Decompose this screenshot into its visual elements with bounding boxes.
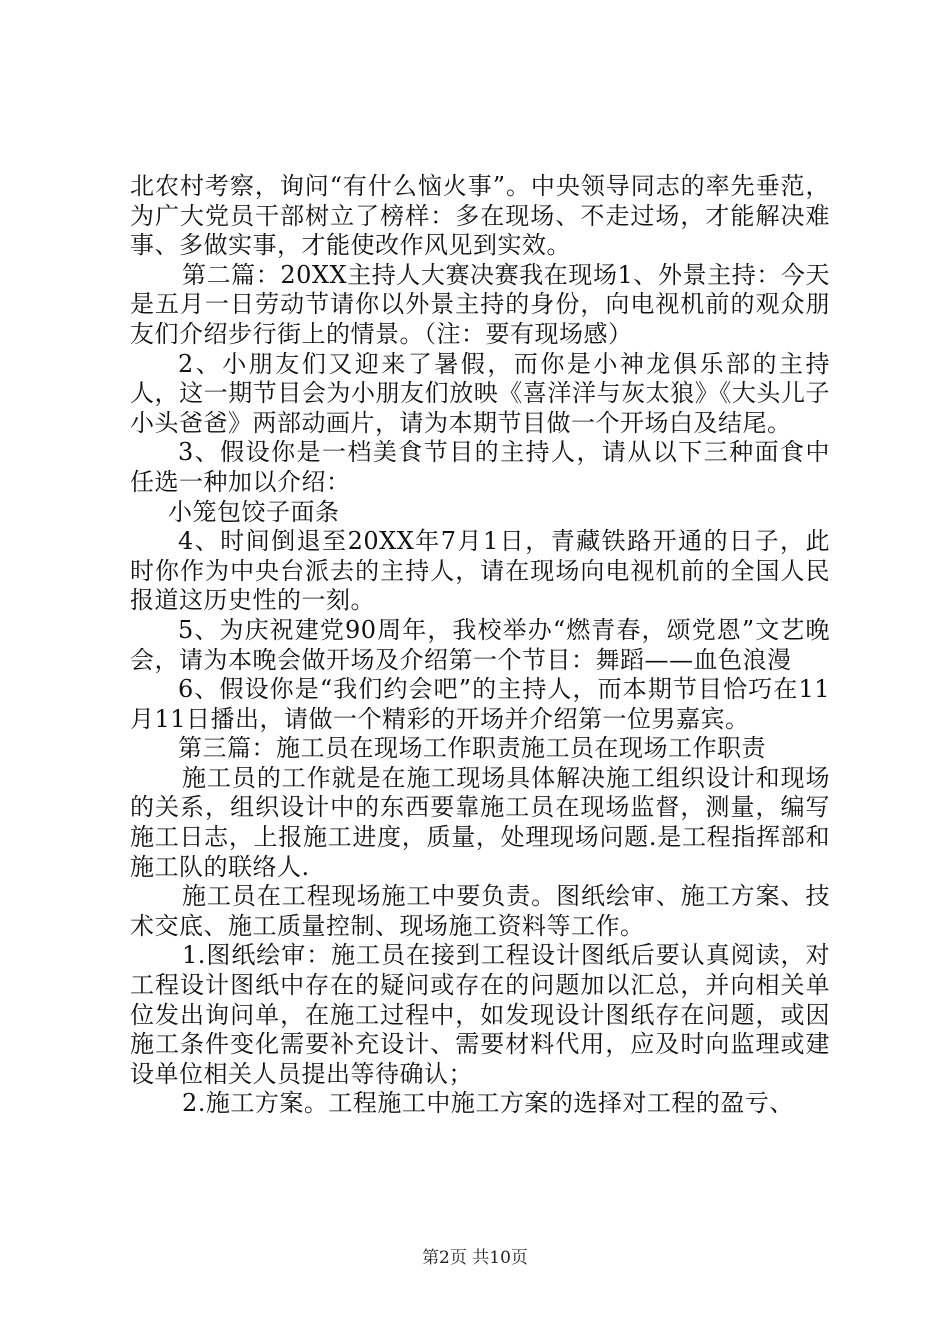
- paragraph-13: 2.施工方案。工程施工中施工方案的选择对工程的盈亏、: [182, 1089, 794, 1118]
- paragraph-3: 2、小朋友们又迎来了暑假，而你是小神龙俱乐部的主持人，这一期节目会为小朋友们放映《喜洋洋与灰太狼》《大头儿子小头爸爸》两部动画片，请为本期节目做一个开场白及结尾。: [130, 349, 830, 437]
- paragraph-5: 小笼包饺子面条: [168, 497, 340, 526]
- paragraph-11: 施工员在工程现场施工中要负责。图纸绘审、施工方案、技术交底、施工质量控制、现场施工资料等工作。: [130, 882, 830, 940]
- document-body: [130, 172, 830, 1119]
- paragraph-7: 5、为庆祝建党90周年，我校举办“燃青春，颂党恩”文艺晚会，请为本晚会做开场及介绍第一个节目：舞蹈——血色浪漫: [130, 615, 830, 674]
- paragraph-10: 施工员的工作就是在施工现场具体解决施工组织设计和现场的关系，组织设计中的东西要靠施工员在现场监督，测量，编写施工日志，上报施工进度，质量，处理现场问题.是工程指挥部和施工队的联络人.: [130, 763, 830, 881]
- paragraph-8: 6、假设你是“我们约会吧”的主持人，而本期节目恰巧在11月11日播出，请做一个精彩的开场并介绍第一位男嘉宾。: [130, 675, 830, 733]
- paragraph-2: 第二篇：20XX主持人大赛决赛我在现场1、外景主持：今天是五月一日劳动节请你以外景主持的身份，向电视机前的观众朋友们介绍步行街上的情景。（注：要有现场感）: [130, 260, 830, 348]
- paragraph-9: 第三篇：施工员在现场工作职责施工员在现场工作职责: [178, 734, 766, 763]
- page-number-footer: 第2页 共10页: [422, 1248, 528, 1268]
- paragraph-1: 北农村考察，询问“有什么恼火事”。中央领导同志的率先垂范，为广大党员干部树立了榜样：多在现场、不走过场，才能解决难事、多做实事，才能使改作风见到实效。: [130, 172, 830, 260]
- paragraph-6: 4、时间倒退至20XX年7月1日，青藏铁路开通的日子，此时你作为中央台派去的主持人，请在现场向电视机前的全国人民报道这历史性的一刻。: [130, 527, 830, 615]
- paragraph-12: 1.图纸绘审：施工员在接到工程设计图纸后要认真阅读，对工程设计图纸中存在的疑问或存在的问题加以汇总，并向相关单位发出询问单，在施工过程中，如发现设计图纸存在问题，或因施工条件变化需要补充设计、需要材料代用，应及时向监理或建设单位相关人员提出等待确认；: [130, 941, 830, 1088]
- paragraph-4: 3、假设你是一档美食节目的主持人，请从以下三种面食中任选一种加以介绍：: [130, 438, 830, 496]
